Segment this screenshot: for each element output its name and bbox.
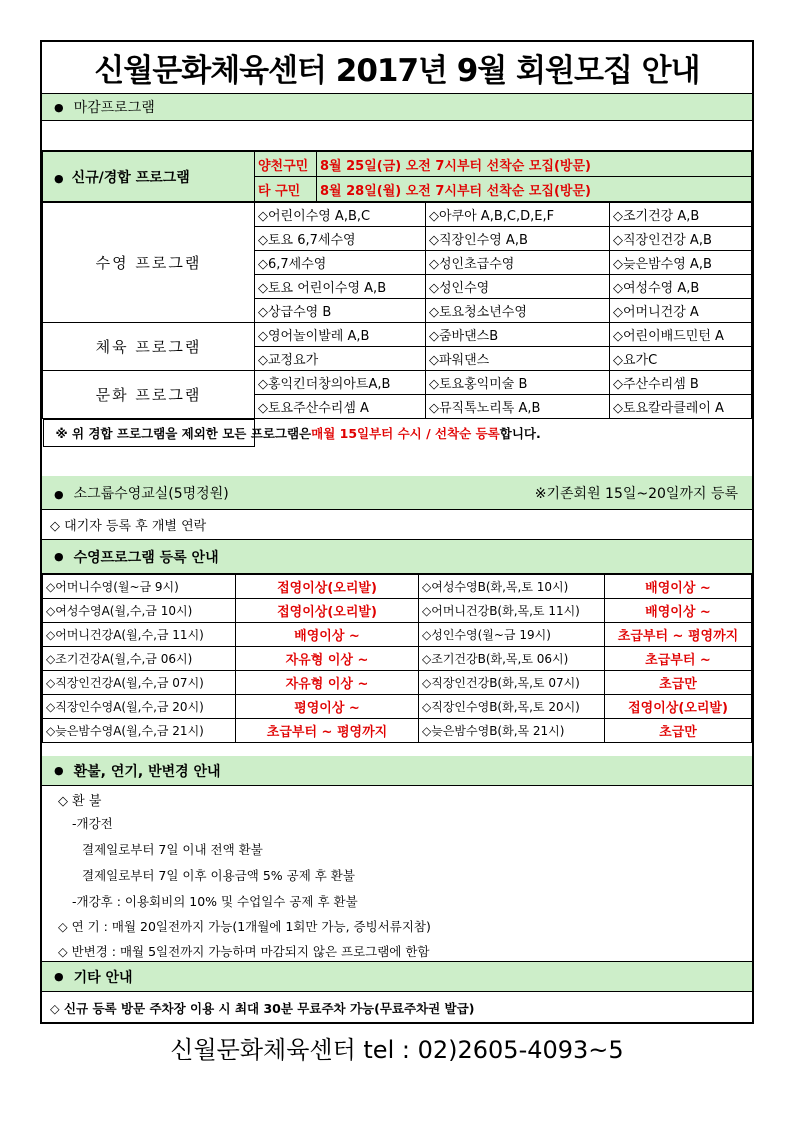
refund-line: ◇ 환 불 [58,794,102,809]
swim-class: ◇여성수영B(화,목,토 10시) [419,575,605,599]
refund-header [42,756,752,786]
signup-section [42,151,752,202]
page-title: 신월문화체육센터 2017년 9월 회원모집 안내 [42,42,752,94]
signup-label: 신규/경합 프로그램 [71,169,190,186]
category-culture: 문화 프로그램 [43,371,255,419]
program-item: ◇여성수영 A,B [610,275,752,299]
program-item: ◇줌바댄스B [426,323,610,347]
swim-guide-table [42,574,752,756]
registration-note [43,419,541,447]
swim-class: ◇늦은밤수영B(화,목 21시) [419,719,605,743]
notice-sheet [40,40,754,1024]
program-item: ◇늦은밤수영 A,B [610,251,752,275]
swim-level: 접영이상(오리발) [236,599,419,623]
note-text: ※ 위 경합 프로그램을 제외한 모든 프로그램은 [55,426,312,441]
swim-class: ◇성인수영(월~금 19시) [419,623,605,647]
refund-body [42,786,752,962]
swim-level: 초급부터 ~ 평영까지 [236,719,419,743]
program-item: ◇아쿠아 A,B,C,D,E,F [426,203,610,227]
refund-line: 결제일로부터 7일 이내 전액 환불 [82,842,263,857]
small-group-item: ◇ 대기자 등록 후 개별 연락 [42,510,752,540]
program-item: ◇어린이수영 A,B,C [255,203,426,227]
swim-class: ◇직장인건강A(월,수,금 07시) [43,671,236,695]
signup-time: 8월 28일(월) 오전 7시부터 선착순 모집(방문) [317,177,752,202]
bullet-icon: ● [54,764,64,777]
refund-line: -개강전 [72,816,113,831]
swim-level: 초급만 [605,719,752,743]
closed-programs-content [42,121,752,151]
program-item: ◇6,7세수영 [255,251,426,275]
bullet-icon: ● [54,970,64,983]
etc-label: 기타 안내 [73,969,133,986]
refund-line: ◇ 연 기 : 매월 20일전까지 가능(1개월에 1회만 가능, 증빙서류지참) [58,919,431,934]
signup-label-cell [43,152,255,202]
signup-time: 8월 25일(금) 오전 7시부터 선착순 모집(방문) [317,152,752,177]
program-item: ◇뮤직톡노리톡 A,B [426,395,610,419]
etc-item: ◇ 신규 등록 방문 주차장 이용 시 최대 30분 무료주차 가능(무료주차권 발급) [50,1001,475,1016]
swim-class: ◇늦은밤수영A(월,수,금 21시) [43,719,236,743]
bullet-icon: ● [54,100,64,114]
program-item: ◇토요칼라클레이 A [610,395,752,419]
swim-level: 평영이상 ~ [236,695,419,719]
swim-class: ◇직장인수영B(화,목,토 20시) [419,695,605,719]
etc-header [42,962,752,992]
swim-class: ◇어머니건강B(화,목,토 11시) [419,599,605,623]
program-item: ◇직장인수영 A,B [426,227,610,251]
swim-level: 초급부터 ~ 평영까지 [605,623,752,647]
swim-level: 초급부터 ~ [605,647,752,671]
closed-programs-header [42,94,752,121]
swim-level: 접영이상(오리발) [236,575,419,599]
swim-level: 자유형 이상 ~ [236,647,419,671]
program-item: ◇어린이배드민턴 A [610,323,752,347]
refund-line: ◇ 반변경 : 매월 5일전까지 가능하며 마감되지 않은 프로그램에 한함 [58,944,430,959]
swim-class: ◇직장인수영A(월,수,금 20시) [43,695,236,719]
program-item: ◇토요홍익미술 B [426,371,610,395]
swim-class: ◇조기건강A(월,수,금 06시) [43,647,236,671]
program-item: ◇교정요가 [255,347,426,371]
small-group-header [42,476,752,510]
small-group-note: ※기존회원 15일~20일까지 등록 [534,485,738,502]
program-item: ◇요가C [610,347,752,371]
swim-level: 자유형 이상 ~ [236,671,419,695]
program-item: ◇직장인건강 A,B [610,227,752,251]
note-highlight: 매월 15일부터 수시 / 선착순 등록 [311,426,500,441]
category-swim: 수영 프로그램 [43,203,255,323]
note-text-end: 합니다. [499,426,541,441]
program-item: ◇조기건강 A,B [610,203,752,227]
swim-class: ◇직장인건강B(화,목,토 07시) [419,671,605,695]
swim-level: 배영이상 ~ [605,599,752,623]
swim-class: ◇여성수영A(월,수,금 10시) [43,599,236,623]
program-item: ◇토요청소년수영 [426,299,610,323]
program-item: ◇파워댄스 [426,347,610,371]
swim-level: 초급만 [605,671,752,695]
program-item: ◇성인수영 [426,275,610,299]
program-item: ◇홍익킨더창의아트A,B [255,371,426,395]
program-item: ◇주산수리셈 B [610,371,752,395]
small-group-label: 소그룹수영교실(5명정원) [73,485,229,502]
signup-area: 양천구민 [255,152,317,177]
swim-class: ◇어머니수영(월~금 9시) [43,575,236,599]
bullet-icon: ● [54,550,64,563]
swim-class: ◇어머니건강A(월,수,금 11시) [43,623,236,647]
bullet-icon: ● [54,487,64,501]
program-table [42,202,752,476]
swim-guide-label: 수영프로그램 등록 안내 [73,549,219,566]
category-sports: 체육 프로그램 [43,323,255,371]
refund-label: 환불, 연기, 반변경 안내 [73,763,221,780]
swim-level: 배영이상 ~ [236,623,419,647]
program-item: ◇성인초급수영 [426,251,610,275]
program-item: ◇상급수영 B [255,299,426,323]
signup-area: 타 구민 [255,177,317,202]
program-item: ◇어머니건강 A [610,299,752,323]
refund-line: 결제일로부터 7일 이후 이용금액 5% 공제 후 환불 [82,868,355,883]
closed-programs-label: 마감프로그램 [73,100,155,116]
swim-guide-header [42,540,752,574]
program-item: ◇토요 어린이수영 A,B [255,275,426,299]
refund-line: -개강후 : 이용회비의 10% 및 수업일수 공제 후 환불 [72,894,358,909]
program-item: ◇토요 6,7세수영 [255,227,426,251]
swim-level: 배영이상 ~ [605,575,752,599]
bullet-icon: ● [54,171,64,185]
footer-contact: 신월문화체육센터 tel : 02)2605-4093~5 [170,1036,624,1064]
swim-level: 접영이상(오리발) [605,695,752,719]
swim-class: ◇조기건강B(화,목,토 06시) [419,647,605,671]
program-item: ◇영어놀이발레 A,B [255,323,426,347]
program-item: ◇토요주산수리셈 A [255,395,426,419]
